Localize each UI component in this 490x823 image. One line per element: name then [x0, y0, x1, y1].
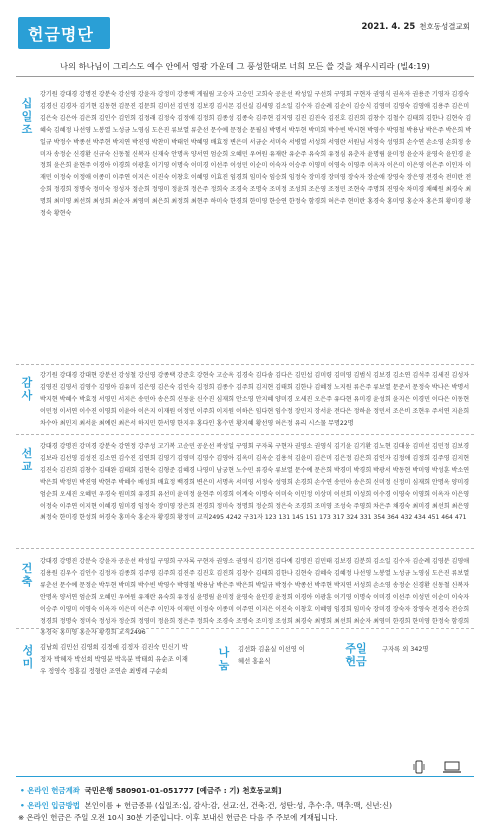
divider [16, 364, 474, 366]
section-tithe [16, 89, 474, 359]
section-category-building [16, 562, 38, 588]
church-name: 천호동성결교회 [419, 22, 470, 31]
method-value: 본인이름 + 헌금종류 (십일조:십, 감사:감, 선교:선, 건축:건, 성탄:성, 추수:추, 맥추:맥, 신년:신) [84, 801, 392, 810]
mission-names: 강대경 강명진 강미경 강분숙 강연정 강주성 고기복 고순민 공운선 곽성일 구영회 구자록 구현자 권영소 권영식 김기윤 김기환 김노현 김대웅 김미선 김민정 김보경 김보라 김선영 김성진 김소연 김수진 김연희 김영기 김영미 김영수 김영아 김옥미 김옥순 김용석 김윤미 김은미 김은정 김은희 김인자 김정애 김정희 김주영 김지현 김진숙 김진희 김창수 김태완 김태희 김현숙 김형준 김혜경 나영미 남궁현 노수민 류경숙 류보열 문수예 문은희 박경미 박경희 박광서 박동현 박미영 박성훈 박소연 박은희 박정민 박진영 박현주 박혜수 배성희 배효정 백경희 변은미 서명옥 서미영 서정숙 성영희 손경희 손수연 송민아 송은희 신미정 신정미 심재희 안명옥 양미경 엄순희 오세진 오혜민 우경숙 원미희 유경희 유선미 윤미정 윤현주 이경희 이계숙 이명숙 이미숙 이민정 이상미 이선희 이성희 이수경 이영숙 이영희 이옥자 이은영 이정숙 이주연 이지현 이혜경 임미경 임정숙 장미영 장은희 전경희 정미숙 정명희 정순희 정은숙 조경희 조미영 조성숙 주영희 차은주 채경숙 최미경 최선희 최은영 최정숙 한미경 한성희 허경숙 홍미숙 홍순자 황경희 황정미 교직2495 4242 구31자 123 131 145 151 173 317 324 331 354 364 432 434 451 464 471 [40, 443, 470, 522]
section-category-sharing [214, 646, 234, 672]
method-label: • 온라인 입금방법 [20, 801, 80, 810]
category-label: 십일조 [21, 97, 33, 136]
section-category-tithe [16, 97, 38, 136]
building-names: 강대경 강명진 강분숙 강윤자 공운선 곽성일 구영희 구자록 구현자 권영소 권영식 김기현 김다예 김명진 김민태 김보경 김분희 김소일 김수자 김순례 김영분 김영애 김용원 김우수 김인수 김정자 김종희 김주영 김주희 김진주 김진호 김진희 김창수 김태희 김한나 김현숙 김혜숙 김혜정 나선영 노봉열 노성금 노영심 도은진 류보열 류춘선 문수예 문정순 박두현 박미희 박수빈 박영수 박영철 박용남 박은주 박은희 박일규 박정수 박종선 박주현 박지연 서성희 손소영 송정순 신경환 신동철 신복자 안명옥 양서연 엄순희 오혜민 우여원 유재란 유숙희 유정심 윤명림 윤미정 윤영숙 윤인경 윤정희 이경아 이광훈 이기영 이명숙 이미경 이선주 이성민 이순미 이숙자 이승주 이영미 이영숙 이옥자 이은미 이은주 이인자 이재민 이정숙 이종미 이주연 이지은 이진숙 이창호 이혜영 임경희 임미숙 장미경 장숙자 장영숙 전경숙 전승희 정경희 정명숙 정미숙 정성자 정순희 정영미 정윤희 정은주 정희숙 조경숙 조명숙 조미정 조성희 최경숙 최명희 최선희 최순자 최영미 한경희 한미영 한정숙 함경희 홍경숙 홍미영 홍순자 황경희 교직2496 [40, 558, 470, 637]
tithe-names: 강기원 강대경 강명진 강분숙 강신영 강윤자 강정미 강종택 게월림 고승자 고승민 고희숙 공운선 곽성일 구선희 구영회 구현자 권영식 권옥자 권용준 기영자 김경숙 김경신 김경자 김기현 김동현 김문진 김문희 김미선 김민정 김보경 김시몬 김신실 김세영 김소일 김수자 김순례 김순이 김승식 김영미 김영숙 김영애 김용주 김은미 김은숙 김은아 김은희 김인수 김인희 김정래 김정숙 김정애 김정희 김종성 김종숙 김주현 김지영 김진 김진숙 김진호 김진희 김창수 김철수 김태희 김한나 김현숙 김혜숙 김혜정 나선영 노봉열 노성금 노영심 도은진 류보열 류춘선 문수예 문정순 문필심 박명서 박두현 박미희 박수빈 박시현 박영수 박영철 박용남 박은주 박은희 박일규 박정수 박종선 박주현 박지연 박진영 박찬미 박태인 박혜영 배효정 변은미 서금순 서미숙 서병열 서성희 서영란 서원님 서정숙 성영희 손수연 손소영 손희정 송미자 송정순 신경환 신규숙 신동철 신복자 신재숙 안명옥 양서연 엄순희 오혜민 우여원 유재란 유순주 유숙희 유정심 유춘자 윤명림 윤미정 윤순자 윤영숙 윤인경 윤정희 윤은희 윤현주 이경아 이경희 이광훈 이기영 이명숙 이미경 이선주 이성민 이순미 이숙자 이승주 이영미 이영숙 이영주 이옥자 이은미 이은영 이은주 이인자 이재민 이정숙 이정애 이종미 이주연 이지은 이진숙 이창호 이혜영 이효진 임경희 임미숙 임승희 임정숙 장미경 장미영 장숙자 장순애 장영숙 장은영 전경숙 전미란 전승희 정경희 정명숙 정미숙 정성자 정순희 정영미 정윤희 정은주 정희숙 조경숙 조명숙 조미정 조성희 조은영 조정민 조현숙 주명희 진영숙 차미경 채혜원 최경숙 최명희 최미영 최선희 최성희 최순자 최영미 최은희 최정희 최현주 하미숙 한경희 한미영 한승연 한정숙 함경희 허은주 현미란 홍경숙 홍미영 홍순자 홍은희 황미경 황정숙 황현숙 [40, 91, 472, 218]
account-line [20, 785, 281, 796]
laptop-icon [442, 760, 462, 774]
thanks-names: 강기원 강대경 강대현 강분선 강성철 강신영 강종택 강준호 강현숙 고순옥 김경숙 김다솜 김다은 김민섭 김미령 김미영 김범식 김보경 김소연 김석주 김세진 김성자 김영진 김영서 김영수 김영아 김유미 김은영 김은숙 김인숙 김정희 김종수 김주희 김지현 김태희 김한나 김혜정 노지원 류은주 류보열 문준서 문정숙 박나은 박명서 박지현 박혜수 박효정 서영민 서지은 송민아 송은희 신동윤 신수진 심재희 안소영 안지혜 양미경 오세진 오은주 유다현 유미경 윤성희 윤지은 이경민 이다은 이동현 이민정 이서연 이수진 이영희 이윤아 이은지 이재원 이정민 이주희 이지원 이하은 임다현 임수정 장민지 장서윤 전다은 정하윤 정민서 조은비 조현우 주서연 지윤희 차수아 최민지 최서윤 최예린 최은서 하지민 한서영 한지우 홍다인 홍수민 황지혜 황선영 허은정 유리 시스물 무명22명 [40, 372, 470, 427]
category-label: 건축 [21, 562, 33, 588]
online-note: ※ 온라인 헌금은 주일 오전 10시 30분 기준입니다. 이후 보내신 헌금은 다음 주 주보에 게재됩니다. [18, 813, 338, 822]
title-box [18, 17, 110, 49]
top-divider [16, 76, 474, 77]
section-category-mission [16, 447, 38, 473]
account-label: • 온라인 헌금계좌 [20, 786, 80, 795]
section-category-rice [18, 644, 38, 670]
section-building [16, 556, 474, 637]
category-label: 선교 [21, 447, 33, 473]
sunday-names: 구자록 외 342명 [382, 646, 429, 653]
bible-verse: 나의 하나님이 그리스도 예수 안에서 영광 가운데 그 풍성한대로 너희 모든 쓸 것을 채우시리라 (빌4:19) [60, 61, 430, 71]
section-mission [16, 441, 474, 545]
category-label: 나눔 [218, 646, 230, 672]
rice-names: 김남희 김민선 김영희 김정애 김정자 김진숙 민신기 박정자 박혜자 박선희 박영분 박옥분 박태희 유순조 이재우 정영숙 정홍길 정형란 조연순 최병례 구순희 [40, 644, 188, 675]
divider [16, 434, 474, 436]
divider [16, 628, 474, 630]
device-icons [408, 760, 468, 774]
page-title: 헌금명단 [28, 25, 94, 44]
footer-divider [16, 776, 474, 777]
method-line [20, 800, 392, 811]
account-value: 국민은행 580901-01-051777 [예금주 : 기) 천호동교회] [84, 786, 282, 795]
category-label: 주일헌금 [345, 642, 367, 668]
category-label: 성미 [22, 644, 34, 670]
section-category-thanks [16, 376, 38, 402]
section-thanks [16, 370, 474, 444]
category-label: 감사 [21, 376, 33, 402]
date-line [362, 21, 471, 32]
divider [16, 548, 474, 550]
issue-date: 2021. 4. 25 [361, 22, 416, 32]
phone-icon [412, 760, 426, 774]
section-category-sunday [340, 642, 372, 668]
sharing-names: 김선화 김윤실 이선영 이혜선 홍윤식 [238, 646, 305, 665]
